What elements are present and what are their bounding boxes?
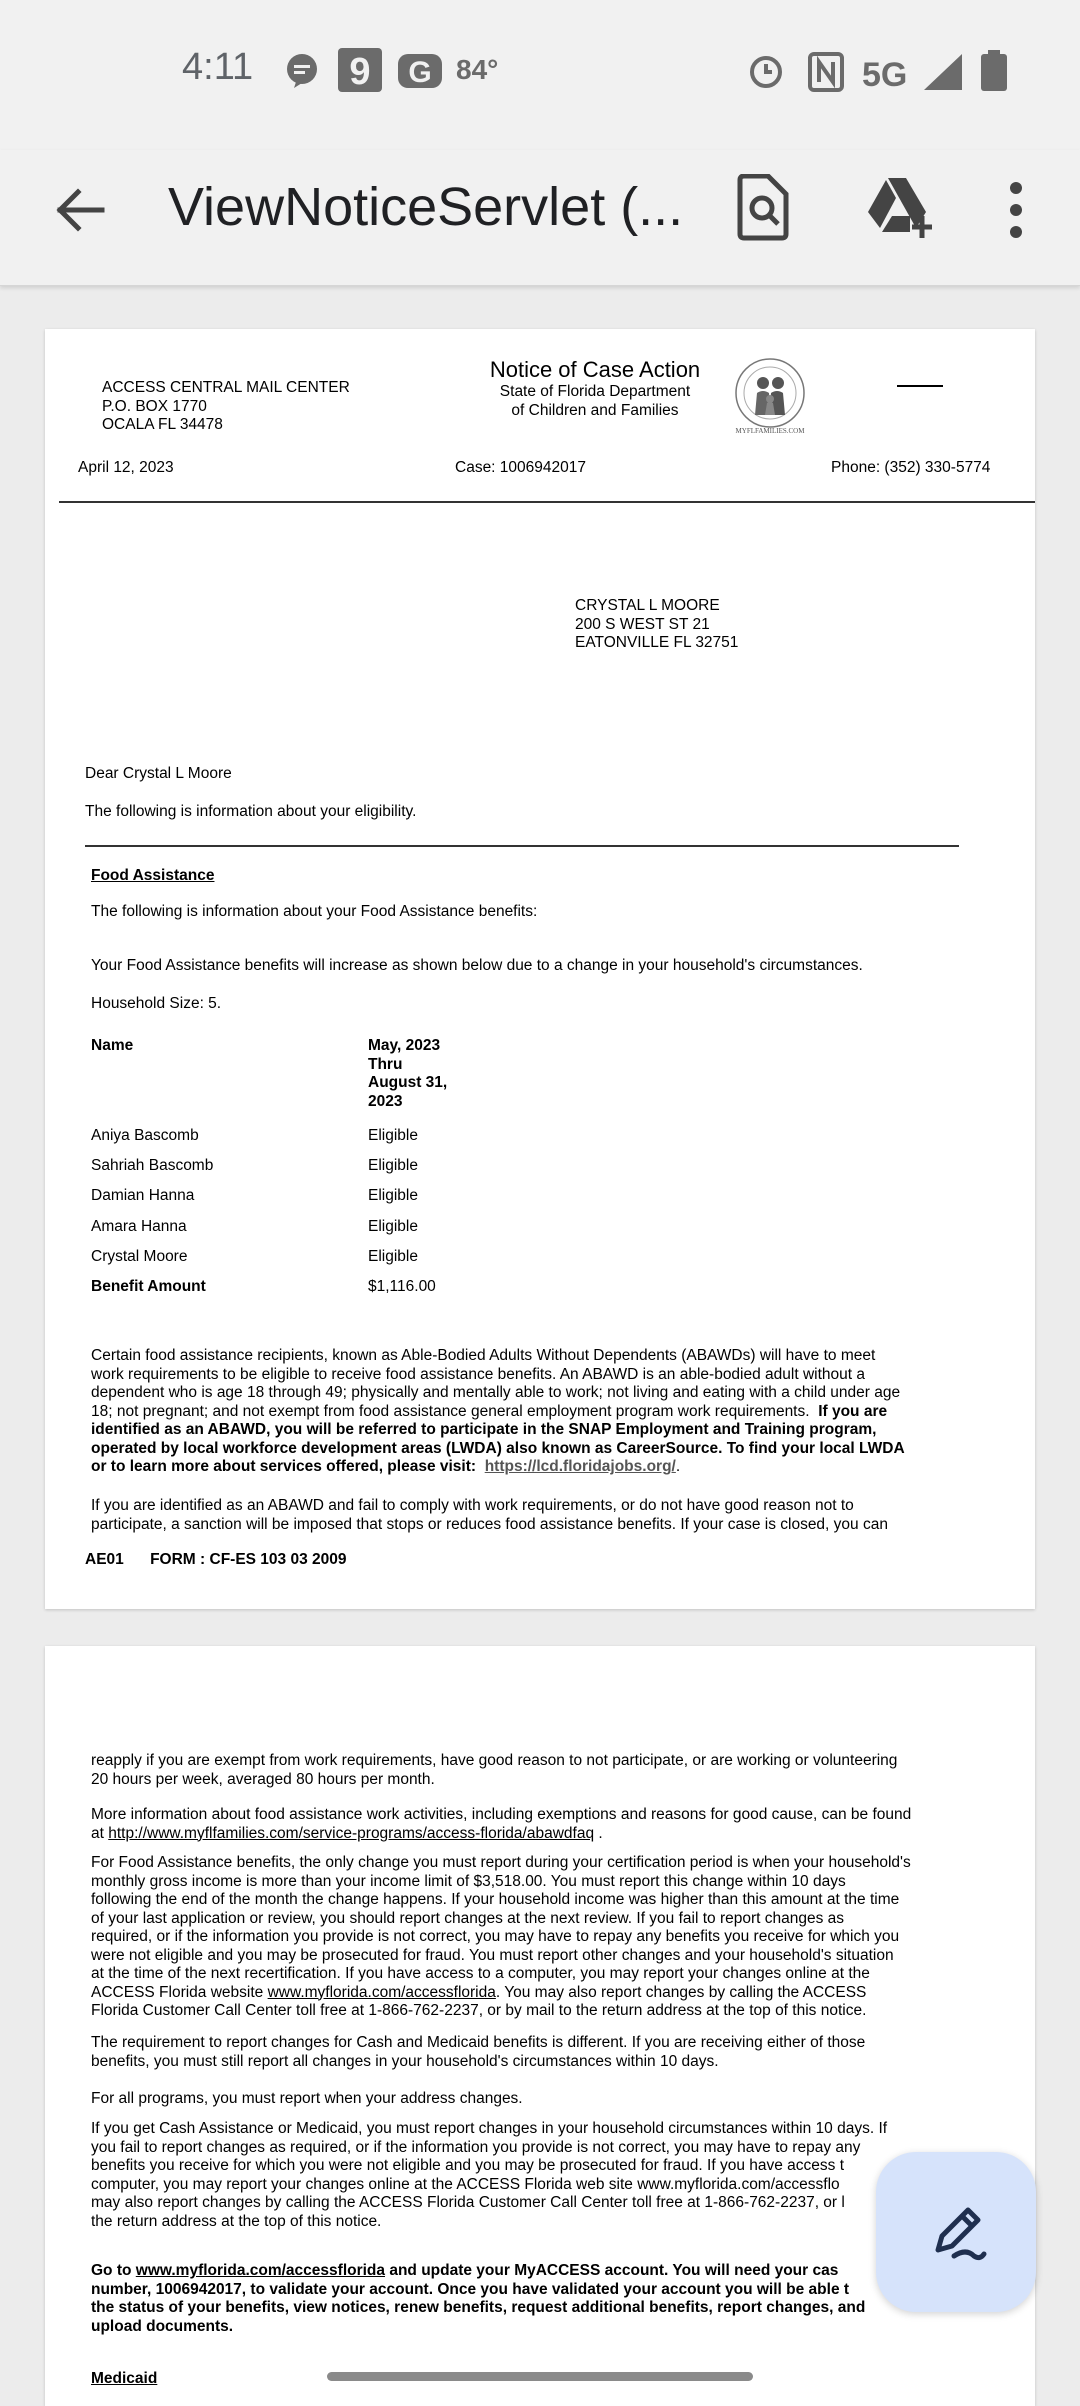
dcf-seal-logo (725, 357, 815, 437)
status-bar (0, 0, 1080, 150)
floridajobs-link[interactable]: https://lcd.floridajobs.org/ (484, 1458, 676, 1475)
status-time: 4:11 (182, 46, 254, 88)
medicaid-reporting-paragraph (91, 2120, 971, 2231)
recipient-line: CRYSTAL L MOORE (575, 597, 720, 614)
eligibility-intro: The following is information about your eligibility. (85, 803, 417, 820)
add-to-drive-icon[interactable] (866, 176, 934, 240)
signal-icon (922, 52, 964, 92)
sender-line: OCALA FL 34478 (102, 416, 223, 433)
increase-notice: Your Food Assistance benefits will increase as shown below due to a change in your household's circumstances. (91, 957, 863, 974)
paragraph-line: may also report changes by calling the ACCESS Florida Customer Call Center toll free at 1-866-762-2237, or l (91, 2194, 845, 2211)
paragraph-line: 20 hours per week, averaged 80 hours per month. (91, 1770, 435, 1788)
reporting-paragraph (91, 1854, 971, 2021)
paragraph-text: and update your MyACCESS account. You will need your cas (389, 2262, 839, 2279)
period-line: May, 2023 (368, 1037, 441, 1054)
message-icon (284, 52, 320, 88)
paragraph-line: participate, a sanction will be imposed that stops or reduces food assistance benefits. If your case is closed, you can (91, 1515, 888, 1533)
app-bar (0, 150, 1080, 286)
nfc-icon (808, 52, 844, 92)
sender-line: P.O. BOX 1770 (102, 397, 207, 415)
g-app-icon (398, 54, 442, 88)
case-number: Case: 1006942017 (455, 459, 587, 476)
header-divider (59, 501, 1035, 503)
paragraph-line: at the time of the next recertification. If you have access to a computer, you may report your changes online at the (91, 1965, 870, 1982)
table-col-period (368, 1037, 447, 1111)
member-status: Eligible (368, 1127, 418, 1144)
table-row (91, 1157, 591, 1187)
benefit-label: Benefit Amount (91, 1277, 206, 1295)
medicaid-heading: Medicaid (91, 2370, 158, 2387)
benefit-row (91, 1278, 591, 1308)
paragraph-line: Certain food assistance recipients, known as Able-Bodied Adults Without Dependents (ABAWDs) will have to meet (91, 1347, 876, 1364)
myaccess-paragraph (91, 2262, 971, 2336)
form-footer (85, 1551, 347, 1570)
benefit-amount: $1,116.00 (368, 1277, 436, 1295)
edit-pen-icon (924, 2200, 988, 2264)
paragraph-line: reapply if you are exempt from work requirements, have good reason to not participate, or are working or volunteering (91, 1752, 898, 1769)
svg-text:G: G (408, 56, 432, 88)
eligibility-table (91, 1127, 591, 1308)
reapply-paragraph (91, 1752, 971, 1789)
paragraph-line: More information about food assistance work activities, including exemptions and reasons for good cause, can be found (91, 1806, 912, 1823)
paragraph-line: computer, you may report your changes online at the ACCESS Florida web site www.myflorida.com/accessflo (91, 2175, 840, 2193)
seal-icon (725, 357, 815, 437)
paragraph-bold-line: identified as an ABAWD, you will be referred to participate in the SNAP Employment and Training program, (91, 1421, 877, 1438)
member-name: Damian Hanna (91, 1187, 195, 1205)
paragraph-line: 18; not pregnant; and not exempt from food assistance general employment program work requirements. (91, 1402, 810, 1420)
paragraph-line: The requirement to report changes for Cash and Medicaid benefits is different. If you are receiving either of those (91, 2034, 866, 2051)
paragraph-line: upload documents. (91, 2317, 234, 2335)
paragraph-line: the return address at the top of this notice. (91, 2212, 382, 2230)
paragraph-text: . You may also report changes by calling the ACCESS (495, 1983, 867, 2001)
address-change-line: For all programs, you must report when your address changes. (91, 2090, 523, 2107)
notice-subtitle-line: State of Florida Department (499, 383, 691, 400)
sanction-paragraph (91, 1497, 971, 1534)
paragraph-line: of your last application or review, you should report changes at the next review. If you fail to report changes as (91, 1909, 845, 1927)
myaccess-link[interactable]: www.myflorida.com/accessflorida (135, 2262, 386, 2279)
more-vert-icon[interactable] (1006, 180, 1026, 240)
document-page-1 (45, 329, 1035, 1609)
paragraph-line: you fail to report changes as required, or if the information you provide is not correct, you may have to repay any (91, 2138, 861, 2156)
paragraph-text: ACCESS Florida website (91, 1983, 264, 2001)
notice-date: April 12, 2023 (78, 459, 174, 476)
recipient-line: EATONVILLE FL 32751 (575, 634, 739, 651)
cash-medicaid-paragraph (91, 2034, 971, 2071)
paragraph-bold-line: operated by local workforce development areas (LWDA) also known as CareerSource. To find your local LWDA (91, 1439, 905, 1457)
seal-caption: MYFLFAMILIES.COM (735, 427, 805, 435)
household-size: Household Size: 5. (91, 995, 222, 1012)
paragraph-line: dependent who is age 18 through 49; physically and mentally able to work; not living and eating with a child under age (91, 1384, 901, 1401)
paragraph-text: Go to (91, 2262, 132, 2279)
paragraph-line: For Food Assistance benefits, the only change you must report during your certification period is when your household's (91, 1854, 911, 1871)
sync-icon (748, 54, 784, 90)
footer-code: AE01 (85, 1551, 124, 1568)
member-name: Crystal Moore (91, 1247, 188, 1265)
paragraph-line: following the end of the month the change happens. If your household income was higher than this amount at the time (91, 1891, 900, 1908)
member-status: Eligible (368, 1217, 418, 1235)
nine-app-icon (338, 48, 382, 92)
table-row (91, 1127, 591, 1157)
member-name: Aniya Bascomb (91, 1127, 199, 1144)
app-title: ViewNoticeServlet (... (168, 177, 684, 237)
sender-line: ACCESS CENTRAL MAIL CENTER (102, 379, 350, 396)
table-col-name: Name (91, 1037, 134, 1054)
temperature: 84° (456, 54, 499, 85)
paragraph-bold-line: or to learn more about services offered, please visit: (91, 1458, 477, 1475)
phone-number: Phone: (352) 330-5774 (831, 459, 991, 476)
food-assistance-intro: The following is information about your Food Assistance benefits: (91, 903, 538, 920)
notice-title: Notice of Case Action (489, 357, 701, 382)
paragraph-line: benefits you receive for which you were not eligible and you may be prosecuted for fraud. If you have access t (91, 2157, 845, 2174)
back-arrow-icon[interactable] (50, 180, 110, 240)
notice-subtitle-line: of Children and Families (511, 401, 679, 419)
member-status: Eligible (368, 1187, 418, 1205)
sender-address (102, 379, 350, 435)
recipient-address (575, 597, 738, 653)
greeting: Dear Crystal L Moore (85, 765, 232, 782)
paragraph-line: If you get Cash Assistance or Medicaid, you must report changes in your household circumstances within 10 days. If (91, 2120, 888, 2137)
paragraph-line: the status of your benefits, view notices, renew benefits, request additional benefits, report changes, and (91, 2299, 866, 2316)
edit-fab-button[interactable] (876, 2152, 1036, 2312)
accessflorida-link[interactable]: www.myflorida.com/accessflorida (267, 1983, 496, 2001)
paragraph-line: required, or if the information you provide is not correct, you may have to repay any benefits you receive for which you (91, 1928, 900, 1945)
paragraph-line: Florida Customer Call Center toll free at 1-866-762-2237, or by mail to the return address at the top of this notice. (91, 2002, 867, 2019)
abawd-paragraph: Certain food assistance recipients, known as Able-Bodied Adults Without Dependents (ABAWDs) will have to meet work requirements to be eligible to receive food assistance benefits. An ABAWD is an able-bodied adult without a dependent who is age 18 through 49; physically and mentally able to work; not living and eating with a child under age 18; not pregnant; and not exempt from food assistance general employment program work requirements. If you are identified as an ABAWD, you will be referred to participate in the SNAP Employment and Training program, operated by local workforce development areas (LWDA) also known as CareerSource. To find your local LWDA or to learn more about services offered, please visit: https://lcd.floridajobs.org/. (91, 1347, 971, 1477)
paragraph-line: number, 1006942017, to validate your account. Once you have validated your account you will be able t (91, 2280, 850, 2298)
table-row (91, 1248, 591, 1278)
more-info-paragraph: More information about food assistance work activities, including exemptions and reasons for good cause, can be found at http://www.myflfamilies.com/service-programs/access-florida/abawdfaq . (91, 1806, 971, 1843)
paragraph-line: If you are identified as an ABAWD and fail to comply with work requirements, or do not have good reason not to (91, 1497, 854, 1514)
search-document-icon[interactable] (736, 174, 790, 242)
section-divider (85, 845, 959, 847)
svg-text:9: 9 (349, 51, 371, 92)
period-line: August 31, (368, 1074, 448, 1091)
member-status: Eligible (368, 1247, 418, 1265)
gesture-nav-handle[interactable] (327, 2372, 753, 2381)
header-dash (897, 385, 943, 387)
paragraph-line: monthly gross income is more than your income limit of $3,518.00. You must report this change within 10 days (91, 1872, 846, 1890)
paragraph-bold: If you are (818, 1402, 888, 1420)
paragraph-line: were not eligible and you may be prosecuted for fraud. You must report other changes and your household's situation (91, 1946, 894, 1964)
network-label: 5G (862, 56, 908, 94)
table-row (91, 1187, 591, 1217)
table-row (91, 1218, 591, 1248)
battery-icon (980, 50, 1008, 92)
footer-form: FORM : CF-ES 103 03 2009 (150, 1551, 347, 1568)
period-line: Thru (368, 1055, 403, 1073)
member-name: Amara Hanna (91, 1217, 187, 1235)
recipient-line: 200 S WEST ST 21 (575, 615, 710, 633)
notice-header (445, 357, 745, 420)
period-line: 2023 (368, 1092, 403, 1110)
member-name: Sahriah Bascomb (91, 1157, 214, 1175)
paragraph-line: work requirements to be eligible to receive food assistance benefits. An ABAWD is an able-bodied adult without a (91, 1365, 866, 1383)
member-status: Eligible (368, 1157, 418, 1175)
abawdfaq-link[interactable]: http://www.myflfamilies.com/service-programs/access-florida/abawdfaq (108, 1824, 595, 1842)
paragraph-text: at (91, 1824, 104, 1842)
food-assistance-heading: Food Assistance (91, 867, 215, 884)
paragraph-line: benefits, you must still report all changes in your household's circumstances within 10 days. (91, 2052, 719, 2070)
